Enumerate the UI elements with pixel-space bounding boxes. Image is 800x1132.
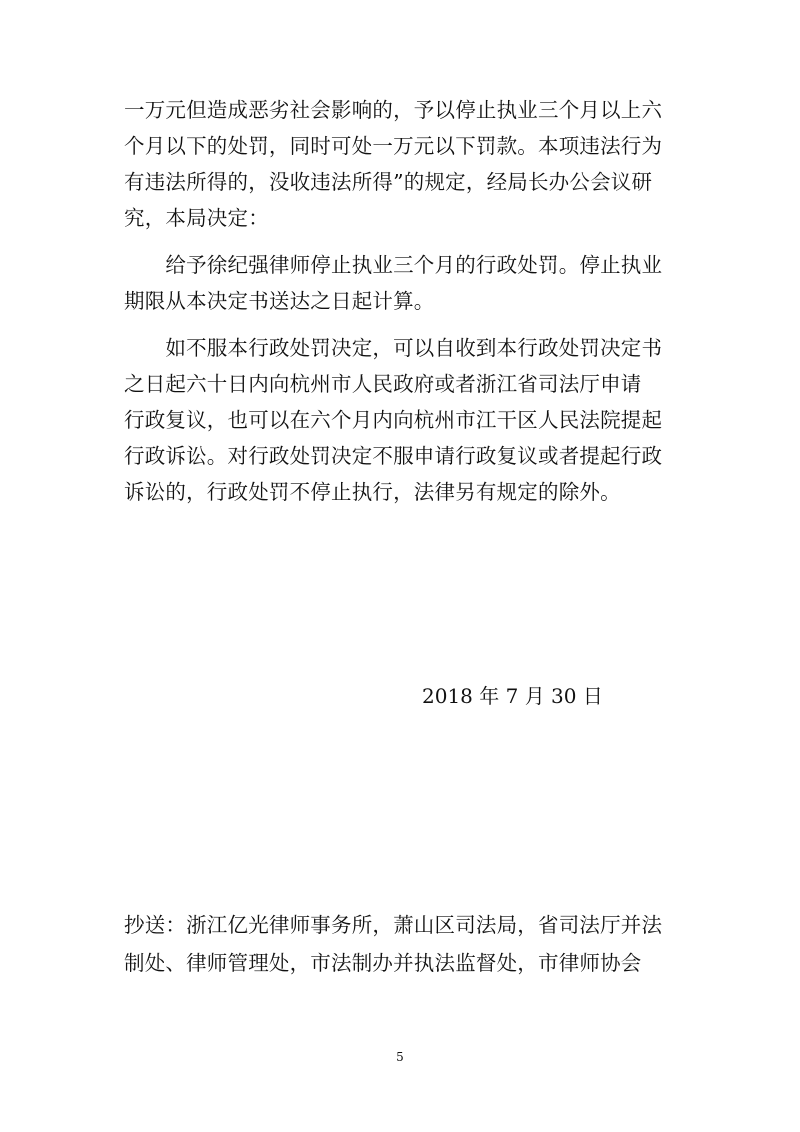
document-body bbox=[124, 92, 684, 510]
text-line: 如不服本行政处罚决定，可以自收到本行政处罚决定书 bbox=[124, 336, 663, 360]
paragraph-decision bbox=[124, 247, 684, 319]
paragraph-legal-basis bbox=[124, 92, 684, 236]
text-line: 期限从本决定书送达之日起计算。 bbox=[124, 289, 435, 313]
page-number: 5 bbox=[396, 1050, 404, 1064]
text-line: 有违法所得的，没收违法所得”的规定，经局长办公会议研 bbox=[124, 170, 653, 194]
paragraph-appeal-rights bbox=[124, 330, 684, 510]
text-line: 诉讼的，行政处罚不停止执行，法律另有规定的除外。 bbox=[124, 480, 621, 504]
text-line: 个月以下的处罚，同时可处一万元以下罚款。本项违法行为 bbox=[124, 134, 663, 158]
text-line: 一万元但造成恶劣社会影响的，予以停止执业三个月以上六 bbox=[124, 98, 663, 122]
text-line: 之日起六十日内向杭州市人民政府或者浙江省司法厅申请 bbox=[124, 372, 642, 396]
text-line: 抄送：浙江亿光律师事务所，萧山区司法局，省司法厅并法 bbox=[124, 913, 663, 937]
text-line: 行政复议，也可以在六个月内向杭州市江干区人民法院提起 bbox=[124, 408, 663, 432]
text-line: 行政诉讼。对行政处罚决定不服申请行政复议或者提起行政 bbox=[124, 444, 663, 468]
text-line: 给予徐纪强律师停止执业三个月的行政处罚。停止执业 bbox=[124, 253, 663, 277]
decision-date: 2018 年 7 月 30 日 bbox=[422, 684, 603, 708]
text-line: 制处、律师管理处，市法制办并执法监督处，市律师协会 bbox=[124, 951, 642, 975]
cc-recipients bbox=[124, 906, 684, 982]
text-line: 究，本局决定： bbox=[124, 206, 269, 230]
